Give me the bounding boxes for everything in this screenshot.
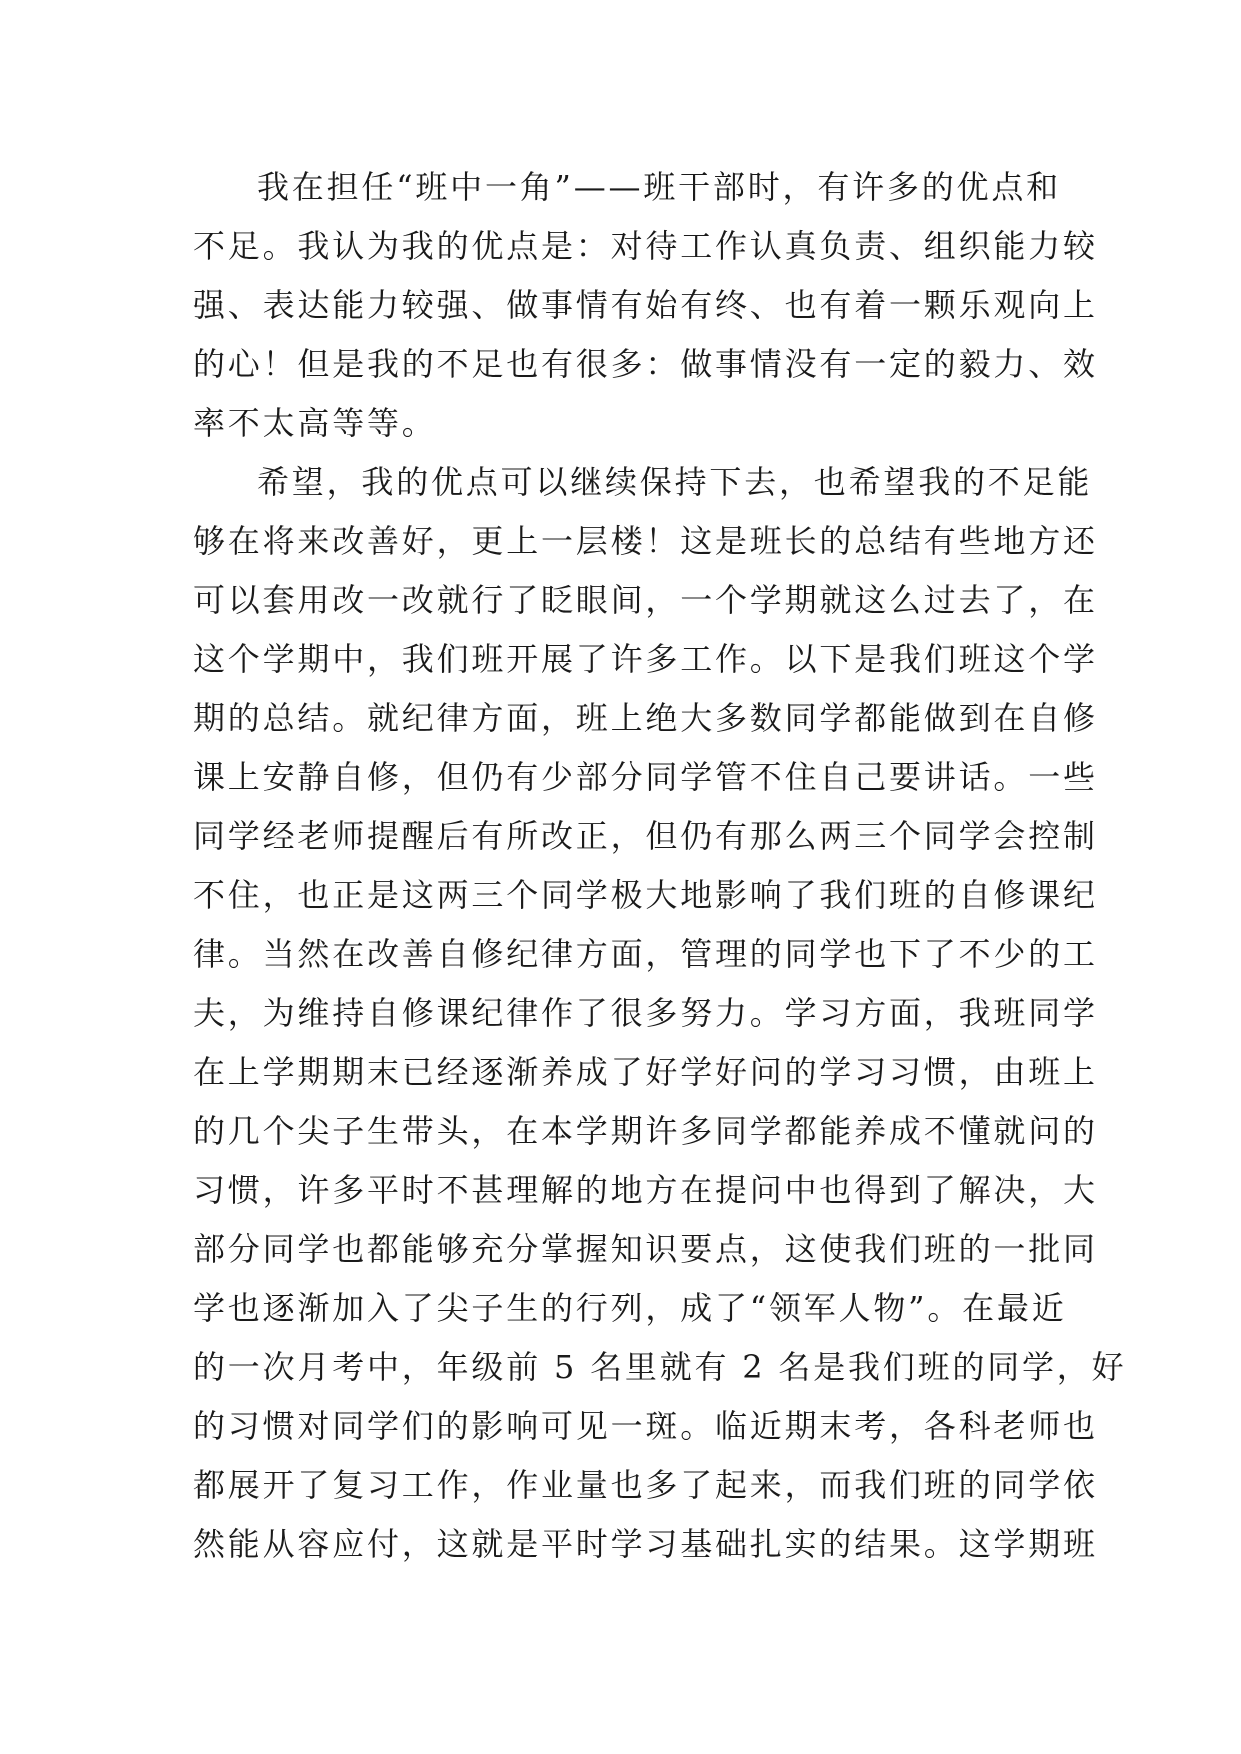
body-text xyxy=(193,158,1127,1574)
text-line: 希望，我的优点可以继续保持下去，也希望我的不足能 xyxy=(257,463,1093,501)
text-line: 期的总结。就纪律方面，班上绝大多数同学都能做到在自修 xyxy=(193,699,1098,737)
text-line: 的心！但是我的不足也有很多：做事情没有一定的毅力、效 xyxy=(193,345,1098,383)
text-line: 不足。我认为我的优点是：对待工作认真负责、组织能力较 xyxy=(193,227,1098,265)
text-line: 这个学期中，我们班开展了许多工作。以下是我们班这个学 xyxy=(193,640,1098,678)
text-line: 不住，也正是这两三个同学极大地影响了我们班的自修课纪 xyxy=(193,876,1098,914)
text-line: 夫，为维持自修课纪律作了很多努力。学习方面，我班同学 xyxy=(193,994,1098,1032)
text-line: 学也逐渐加入了尖子生的行列，成了“领军人物”。在最近 xyxy=(193,1289,1067,1327)
text-line: 率不太高等等。 xyxy=(193,404,437,442)
text-line: 部分同学也都能够充分掌握知识要点，这使我们班的一批同 xyxy=(193,1230,1098,1268)
text-line: 可以套用改一改就行了眨眼间，一个学期就这么过去了，在 xyxy=(193,581,1098,619)
text-line: 的几个尖子生带头，在本学期许多同学都能养成不懂就问的 xyxy=(193,1112,1098,1150)
text-line: 课上安静自修，但仍有少部分同学管不住自己要讲话。一些 xyxy=(193,758,1098,796)
text-line: 够在将来改善好，更上一层楼！这是班长的总结有些地方还 xyxy=(193,522,1098,560)
text-line: 都展开了复习工作，作业量也多了起来，而我们班的同学依 xyxy=(193,1466,1098,1504)
text-line: 同学经老师提醒后有所改正，但仍有那么两三个同学会控制 xyxy=(193,817,1098,855)
text-line: 的习惯对同学们的影响可见一斑。临近期末考，各科老师也 xyxy=(193,1407,1098,1445)
text-line: 习惯，许多平时不甚理解的地方在提问中也得到了解决，大 xyxy=(193,1171,1098,1209)
text-line: 强、表达能力较强、做事情有始有终、也有着一颗乐观向上 xyxy=(193,286,1098,324)
text-line: 然能从容应付，这就是平时学习基础扎实的结果。这学期班 xyxy=(193,1525,1098,1563)
text-line: 的一次月考中，年级前 5 名里就有 2 名是我们班的同学，好 xyxy=(193,1348,1127,1386)
text-line: 在上学期期末已经逐渐养成了好学好问的学习习惯，由班上 xyxy=(193,1053,1098,1091)
text-line: 律。当然在改善自修纪律方面，管理的同学也下了不少的工 xyxy=(193,935,1098,973)
text-line: 我在担任“班中一角”——班干部时，有许多的优点和 xyxy=(257,168,1061,206)
